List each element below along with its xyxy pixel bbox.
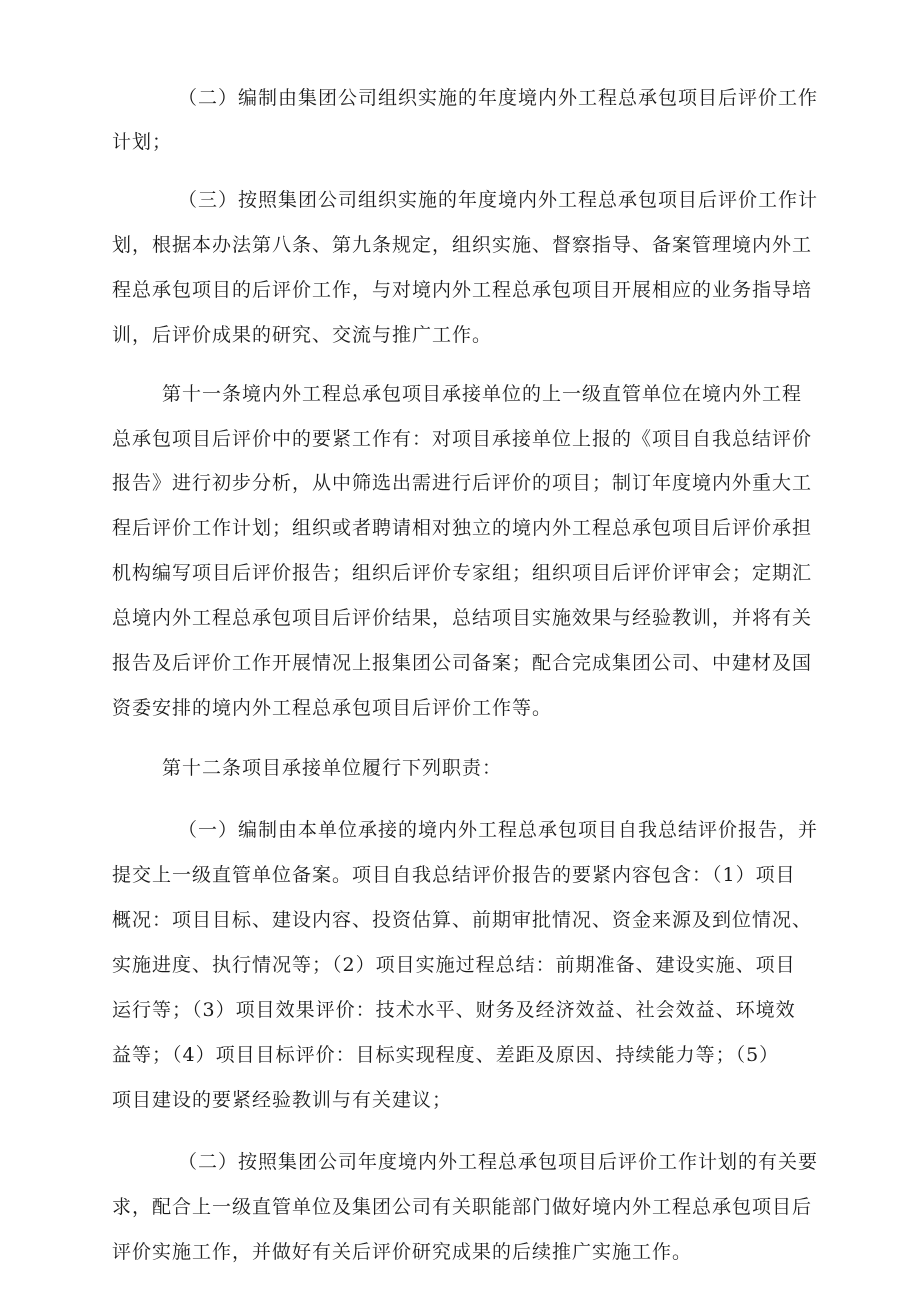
paragraph-3-line-4: 程后评价工作计划；组织或者聘请相对独立的境内外工程总承包项目后评价承担 xyxy=(112,517,813,539)
paragraph-1-line-2: 计划； xyxy=(112,131,173,153)
paragraph-2-line-1: （三）按照集团公司组织实施的年度境内外工程总承包项目后评价工作计 xyxy=(178,189,819,211)
paragraph-3-line-2: 总承包项目后评价中的要紧工作有：对项目承接单位上报的《项目自我总结评价 xyxy=(112,428,813,450)
paragraph-5-line-3: 概况：项目目标、建设内容、投资估算、前期审批情况、资金来源及到位情况、 xyxy=(112,909,813,931)
paragraph-3-line-6: 总境内外工程总承包项目后评价结果，总结项目实施效果与经验教训，并将有关 xyxy=(112,607,813,629)
paragraph-3-line-5: 机构编写项目后评价报告；组织后评价专家组；组织项目后评价评审会；定期汇 xyxy=(112,562,813,584)
paragraph-1-line-1: （二）编制由集团公司组织实施的年度境内外工程总承包项目后评价工作 xyxy=(178,87,819,109)
paragraph-5-line-2: 提交上一级直管单位备案。项目自我总结评价报告的要紧内容包含：（1）项目 xyxy=(112,864,796,886)
paragraph-5-line-7: 项目建设的要紧经验教训与有关建议； xyxy=(112,1089,453,1111)
paragraph-6-line-2: 求，配合上一级直管单位及集团公司有关职能部门做好境内外工程总承包项目后 xyxy=(112,1196,813,1218)
paragraph-6-line-1: （二）按照集团公司年度境内外工程总承包项目后评价工作计划的有关要 xyxy=(178,1151,819,1173)
paragraph-3-line-3: 报告》进行初步分析，从中筛选出需进行后评价的项目；制订年度境内外重大工 xyxy=(112,472,813,494)
paragraph-5-line-4: 实施进度、执行情况等；（2）项目实施过程总结：前期准备、建设实施、项目 xyxy=(112,954,796,976)
paragraph-5-line-6: 益等；（4）项目目标评价：目标实现程度、差距及原因、持续能力等；（5） xyxy=(112,1044,780,1066)
paragraph-5-line-5: 运行等；（3）项目效果评价：技术水平、财务及经济效益、社会效益、环境效 xyxy=(112,999,796,1021)
paragraph-4-line-1: 第十二条项目承接单位履行下列职责： xyxy=(162,757,503,779)
paragraph-6-line-3: 评价实施工作，并做好有关后评价研究成果的后续推广实施工作。 xyxy=(112,1241,693,1263)
paragraph-3-line-7: 报告及后评价工作开展情况上报集团公司备案；配合完成集团公司、中建材及国 xyxy=(112,652,813,674)
paragraph-3-line-8: 资委安排的境内外工程总承包项目后评价工作等。 xyxy=(112,697,553,719)
paragraph-2-line-3: 程总承包项目的后评价工作，与对境内外工程总承包项目开展相应的业务指导培 xyxy=(112,279,813,301)
paragraph-2-line-2: 划，根据本办法第八条、第九条规定，组织实施、督察指导、备案管理境内外工 xyxy=(112,234,813,256)
paragraph-2-line-4: 训，后评价成果的研究、交流与推广工作。 xyxy=(112,324,493,346)
paragraph-5-line-1: （一）编制由本单位承接的境内外工程总承包项目自我总结评价报告，并 xyxy=(178,819,819,841)
paragraph-3-line-1: 第十一条境内外工程总承包项目承接单位的上一级直管单位在境内外工程 xyxy=(162,383,803,405)
